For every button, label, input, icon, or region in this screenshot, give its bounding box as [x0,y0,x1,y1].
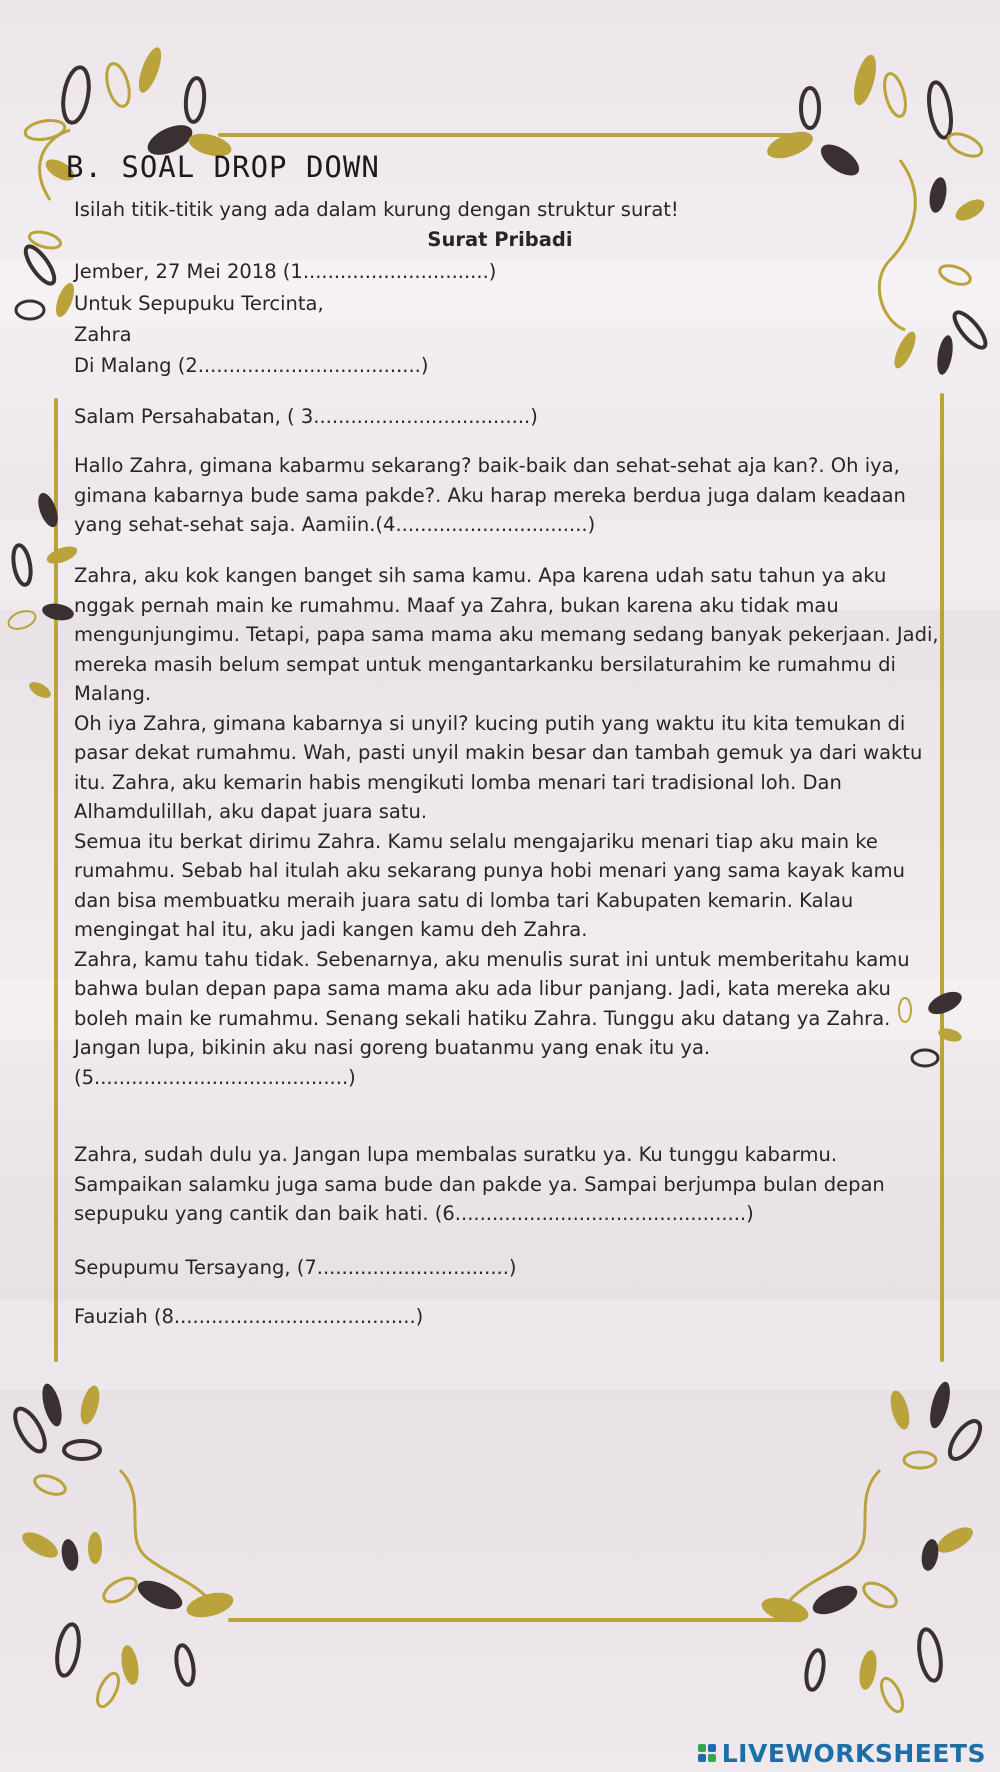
liveworksheets-logo [698,1739,986,1768]
body-paragraph-3: Semua itu berkat dirimu Zahra. Kamu selalu mengajariku menari tiap aku main ke rumahmu. Sebab hal itulah aku sekarang punya hobi menari yang sama kayak kamu dan bisa membuatku meraih juara satu di lomba tari Kabupaten kemarin. Kalau mengingat hal itu, aku jadi kangen kamu deh Zahra. [74,829,905,941]
brand-text: LIVEWORKSHEETS [721,1739,986,1768]
liveworksheets-logo-icon [698,1744,718,1764]
bottom-left-floral-ornament [9,1382,236,1710]
section-heading: B. SOAL DROP DOWN [66,150,380,184]
sign-off-salutation: Sepupumu Tersayang, (7...............................) [74,1256,517,1279]
blank-5: (5.........................................) [74,1065,356,1089]
bottom-right-floral-ornament [759,1380,986,1715]
letter-title: Surat Pribadi [427,228,573,251]
letter-closing-paragraph [74,1140,944,1229]
letter-opening-paragraph [74,451,944,540]
instruction-text: Isilah titik-titik yang ada dalam kurung dengan struktur surat! [74,198,679,221]
letter-recipient-line-1: Untuk Sepupuku Tercinta, [74,292,324,315]
letter-recipient-line-2: Zahra [74,323,132,346]
closing-text: Zahra, sudah dulu ya. Jangan lupa membalas suratku ya. Ku tunggu kabarmu. Sampaikan salamku juga sama bude dan pakde ya. Sampai berjumpa bulan depan sepupuku yang cantik dan baik hati. (6...............................................) [74,1143,885,1225]
top-right-floral-ornament [764,53,991,376]
left-leaf-ornament [6,490,79,701]
body-paragraph-4: Zahra, kamu tahu tidak. Sebenarnya, aku menulis surat ini untuk memberitahu kamu bahwa bulan depan papa sama mama aku ada libur panjang. Jadi, kata mereka aku boleh main ke rumahmu. Senang sekali hatiku Zahra. Tunggu aku datang ya Zahra. Jangan lupa, bikinin aku nasi goreng buatanmu yang enak itu ya. [74,947,910,1059]
letter-date-line: Jember, 27 Mei 2018 (1..............................) [74,260,497,283]
letter-recipient-line-3: Di Malang (2....................................) [74,354,429,377]
body-paragraph-2: Oh iya Zahra, gimana kabarnya si unyil? kucing putih yang waktu itu kita temukan di pasar dekat rumahmu. Wah, pasti unyil makin besar dan tambah gemuk ya dari waktu itu. Zahra, aku kemarin habis mengikuti lomba menari tari tradisional loh. Dan Alhamdulillah, aku dapat juara satu. [74,711,923,823]
sign-off-name: Fauziah (8.......................................) [74,1305,424,1328]
opening-text: Hallo Zahra, gimana kabarmu sekarang? baik-baik dan sehat-sehat aja kan?. Oh iya, gimana kabarnya bude sama pakde?. Aku harap mereka berdua juga dalam keadaan yang sehat-sehat saja. Aamiin.(4...............................) [74,454,906,536]
letter-body [74,561,944,1092]
letter-greeting: Salam Persahabatan, ( 3...................................) [74,405,538,428]
body-paragraph-1: Zahra, aku kok kangen banget sih sama kamu. Apa karena udah satu tahun ya aku nggak pernah main ke rumahmu. Maaf ya Zahra, bukan karena aku tidak mau mengunjungimu. Tetapi, papa sama mama aku memang sedang banyak pekerjaan. Jadi, mereka masih belum sempat untuk mengantarkanku bersilaturahim ke rumahmu di Malang. [74,564,939,705]
